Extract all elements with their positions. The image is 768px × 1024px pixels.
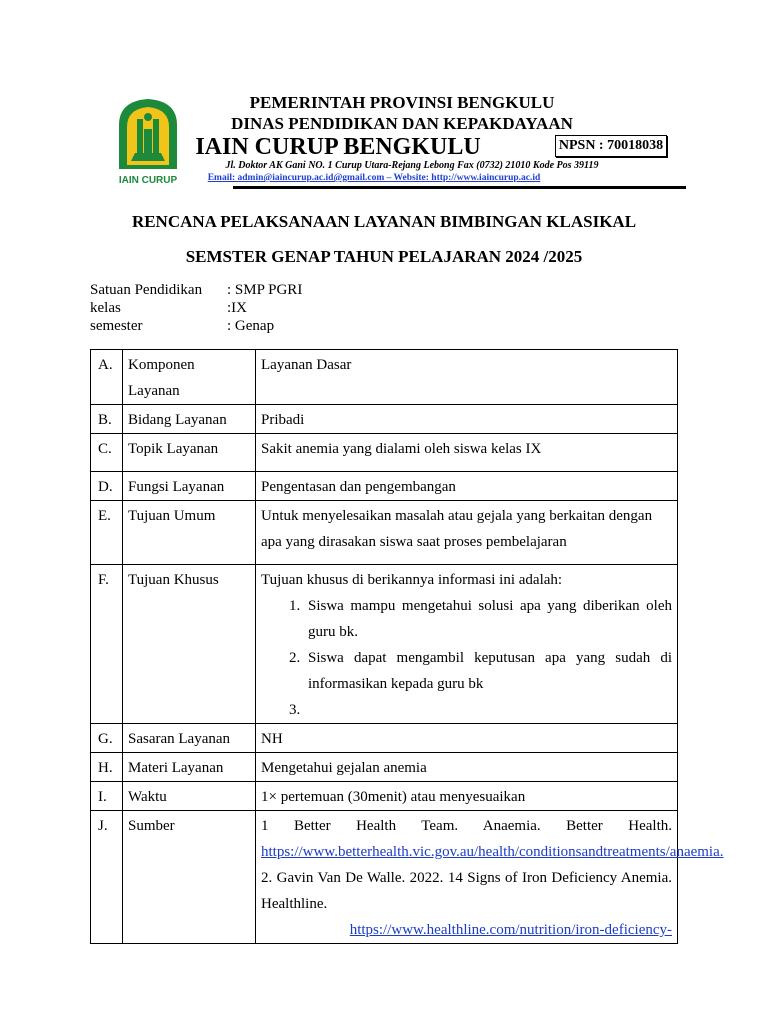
table-row: [91, 724, 678, 753]
objective-list: [261, 593, 672, 723]
table-row: [91, 434, 678, 472]
info-label: semester: [90, 318, 143, 334]
row-label: Sumber: [123, 811, 256, 944]
row-letter: H.: [91, 753, 123, 782]
table-row: [91, 472, 678, 501]
row-label: Tujuan Khusus: [123, 565, 256, 724]
row-letter: G.: [91, 724, 123, 753]
logo-text: IAIN CURUP: [118, 175, 178, 186]
info-value: : SMP PGRI: [227, 282, 303, 298]
row-letter: A.: [91, 350, 123, 405]
info-label: Satuan Pendidikan: [90, 282, 203, 298]
table-row: [91, 782, 678, 811]
row-value: [256, 565, 678, 724]
table-row: [91, 811, 678, 944]
source-1-link[interactable]: https://www.betterhealth.vic.gov.au/health/conditionsandtreatments/anaemia.: [261, 844, 724, 860]
row-label: Topik Layanan: [123, 434, 256, 472]
document-title: RENCANA PELAKSANAAN LAYANAN BIMBINGAN KLASIKAL: [131, 212, 637, 231]
row-value: Mengetahui gejalan anemia: [256, 753, 678, 782]
row-value: Layanan Dasar: [256, 350, 678, 405]
header-address: Jl. Doktor AK Gani NO. 1 Curup Utara-Rejang Lebong Fax (0732) 21010 Kode Pos 39119: [225, 160, 599, 171]
info-label: kelas: [90, 300, 121, 316]
row-letter: J.: [91, 811, 123, 944]
row-letter: C.: [91, 434, 123, 472]
header-divider: [233, 186, 686, 189]
row-letter: D.: [91, 472, 123, 501]
source-2-text: 2. Gavin Van De Walle. 2022. 14 Signs of Iron Deficiency Anemia. Healthline.: [261, 870, 672, 912]
row-value: Pribadi: [256, 405, 678, 434]
row-letter: E.: [91, 501, 123, 565]
table-row: [91, 350, 678, 405]
row-label: Komponen Layanan: [123, 350, 256, 405]
list-item: 2. Siswa dapat mengambil keputusan apa yang sudah di informasikan kepada guru bk: [304, 645, 672, 697]
header-line-1: PEMERINTAH PROVINSI BENGKULU: [249, 93, 555, 112]
header-institution-name: IAIN CURUP BENGKULU: [195, 134, 481, 160]
source-1-text: 1 Better Health Team. Anaemia. Better Health.: [261, 818, 672, 834]
npsn-box: NPSN : 70018038: [555, 135, 667, 157]
header-contact-link[interactable]: Email: admin@iaincurup.ac.id@gmail.com – Website: http://www.iaincurup.ac.id: [207, 173, 541, 183]
table-row: [91, 565, 678, 724]
row-letter: B.: [91, 405, 123, 434]
table-row: [91, 501, 678, 565]
row-label: Tujuan Umum: [123, 501, 256, 565]
row-value: Untuk menyelesaikan masalah atau gejala yang berkaitan dengan apa yang dirasakan siswa saat proses pembelajaran: [256, 501, 678, 565]
row-label: Bidang Layanan: [123, 405, 256, 434]
list-item: [304, 697, 672, 723]
plan-table: [90, 349, 724, 944]
table-row: [91, 405, 678, 434]
objective-intro: Tujuan khusus di berikannya informasi ini adalah:: [261, 572, 563, 588]
row-letter: I.: [91, 782, 123, 811]
row-value: 1× pertemuan (30menit) atau menyesuaikan: [256, 782, 678, 811]
row-label: Waktu: [123, 782, 256, 811]
row-value: [256, 811, 724, 944]
row-value: Pengentasan dan pengembangan: [256, 472, 678, 501]
table-row: [91, 753, 678, 782]
info-value: : Genap: [227, 318, 275, 334]
row-label: Sasaran Layanan: [123, 724, 256, 753]
header-line-2: DINAS PENDIDIKAN DAN KEPAKDAYAAN: [231, 114, 573, 133]
document-subtitle: SEMSTER GENAP TAHUN PELAJARAN 2024 /2025: [185, 247, 583, 266]
row-letter: F.: [91, 565, 123, 724]
info-value: :IX: [227, 300, 247, 316]
row-value: Sakit anemia yang dialami oleh siswa kelas IX: [256, 434, 678, 472]
row-label: Fungsi Layanan: [123, 472, 256, 501]
source-2-link[interactable]: https://www.healthline.com/nutrition/iron-deficiency-: [349, 922, 672, 938]
row-value: NH: [256, 724, 678, 753]
list-item: 1. Siswa mampu mengetahui solusi apa yang diberikan oleh guru bk.: [304, 593, 672, 645]
row-label: Materi Layanan: [123, 753, 256, 782]
